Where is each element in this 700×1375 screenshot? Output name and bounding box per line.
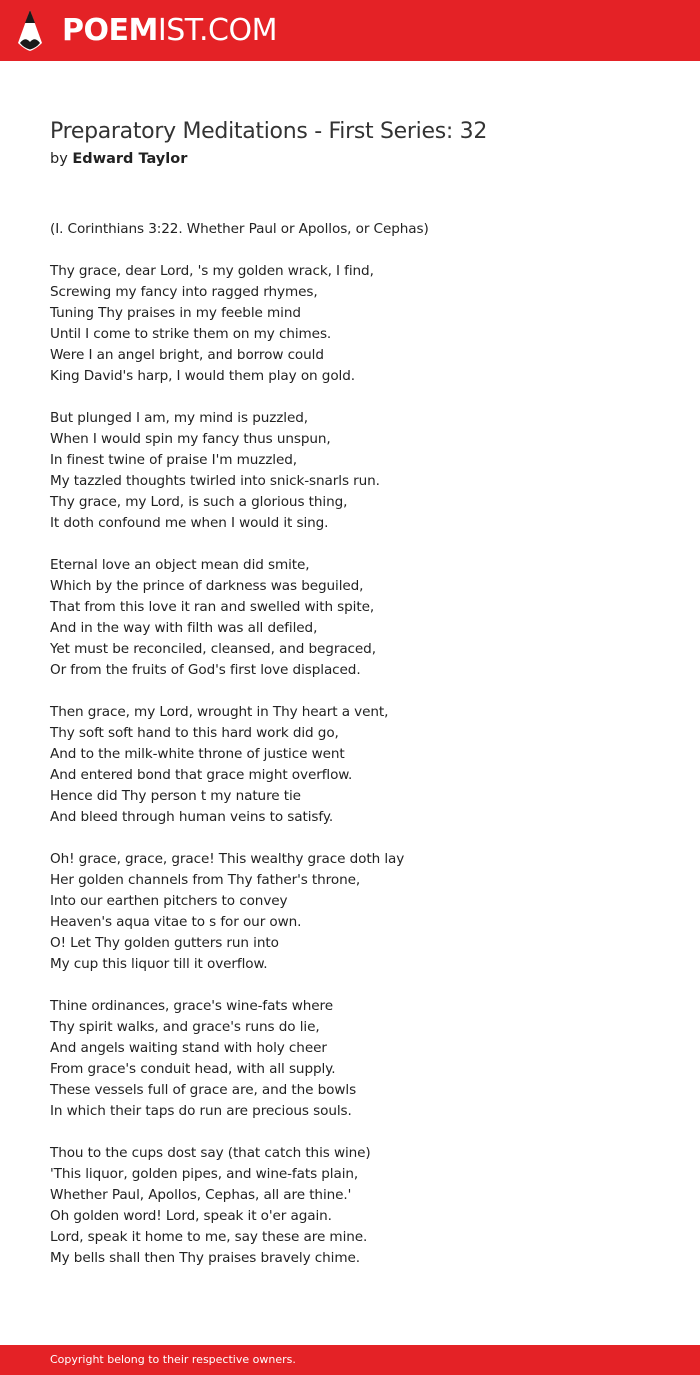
poem-line: And entered bond that grace might overflow. xyxy=(50,767,353,783)
poem-line: And angels waiting stand with holy cheer xyxy=(50,1040,327,1056)
poem-line: These vessels full of grace are, and the bowls xyxy=(50,1082,357,1098)
poem-line: Lord, speak it home to me, say these are mine. xyxy=(50,1229,368,1245)
stanza-gap xyxy=(50,240,670,261)
poem-line: When I would spin my fancy thus unspun, xyxy=(50,431,331,447)
poem-line: My bells shall then Thy praises bravely chime. xyxy=(50,1250,360,1266)
poem-line: Her golden channels from Thy father's throne, xyxy=(50,872,361,888)
poem-line: And bleed through human veins to satisfy. xyxy=(50,809,334,825)
copyright-notice: Copyright belong to their respective owners. xyxy=(50,1353,296,1366)
stanza xyxy=(50,849,670,975)
stanza-gap xyxy=(50,975,670,996)
stanza-gap xyxy=(50,828,670,849)
poem-line: Were I an angel bright, and borrow could xyxy=(50,347,324,363)
stanza-gap xyxy=(50,1122,670,1143)
poem-line: Oh golden word! Lord, speak it o'er again. xyxy=(50,1208,332,1224)
pencil-tip-icon[interactable] xyxy=(16,9,44,53)
poem-line: And to the milk-white throne of justice went xyxy=(50,746,345,762)
poem-line: Until I come to strike them on my chimes. xyxy=(50,326,332,342)
poem-line: Thy soft soft hand to this hard work did go, xyxy=(50,725,339,741)
poem-line: Heaven's aqua vitae to s for our own. xyxy=(50,914,302,930)
stanza-gap xyxy=(50,387,670,408)
poem-line: Thy grace, my Lord, is such a glorious thing, xyxy=(50,494,348,510)
poem-line: Hence did Thy person t my nature tie xyxy=(50,788,301,804)
stanza xyxy=(50,261,670,387)
poem-line: Thine ordinances, grace's wine-fats where xyxy=(50,998,333,1014)
poem-line: Which by the prince of darkness was beguiled, xyxy=(50,578,364,594)
poem-line: Oh! grace, grace, grace! This wealthy grace doth lay xyxy=(50,851,405,867)
poem-line: Whether Paul, Apollos, Cephas, all are thine.' xyxy=(50,1187,352,1203)
poem-line: From grace's conduit head, with all supply. xyxy=(50,1061,336,1077)
poem-line: King David's harp, I would them play on gold. xyxy=(50,368,355,384)
poem-line: Thy spirit walks, and grace's runs do lie, xyxy=(50,1019,320,1035)
stanza-gap xyxy=(50,681,670,702)
stanza xyxy=(50,996,670,1122)
poem-line: That from this love it ran and swelled with spite, xyxy=(50,599,375,615)
poem-line: Or from the fruits of God's first love displaced. xyxy=(50,662,361,678)
poem-body xyxy=(50,219,670,1269)
site-header xyxy=(0,0,700,61)
poem-line: Then grace, my Lord, wrought in Thy heart a vent, xyxy=(50,704,389,720)
poem-line: In finest twine of praise I'm muzzled, xyxy=(50,452,297,468)
poem-line: Yet must be reconciled, cleansed, and begraced, xyxy=(50,641,376,657)
poem-line: 'This liquor, golden pipes, and wine-fats plain, xyxy=(50,1166,359,1182)
stanza xyxy=(50,408,670,534)
stanza xyxy=(50,555,670,681)
poem-line: Tuning Thy praises in my feeble mind xyxy=(50,305,301,321)
logo-name-bold: POEM xyxy=(62,13,158,48)
author-name: Edward Taylor xyxy=(72,151,188,167)
poem-epigraph: (I. Corinthians 3:22. Whether Paul or Apollos, or Cephas) xyxy=(50,221,429,237)
poem-line: But plunged I am, my mind is puzzled, xyxy=(50,410,308,426)
by-label: by xyxy=(50,151,68,167)
poem-line: My cup this liquor till it overflow. xyxy=(50,956,268,972)
poem-line: Eternal love an object mean did smite, xyxy=(50,557,310,573)
poem-line: And in the way with filth was all defiled, xyxy=(50,620,318,636)
poem-line: Into our earthen pitchers to convey xyxy=(50,893,288,909)
poem-line: Thou to the cups dost say (that catch this wine) xyxy=(50,1145,371,1161)
poem-byline xyxy=(50,149,187,169)
site-logo[interactable] xyxy=(62,11,277,51)
stanza xyxy=(50,702,670,828)
stanza-gap xyxy=(50,534,670,555)
poem-line: It doth confound me when I would it sing. xyxy=(50,515,329,531)
poem-title: Preparatory Meditations - First Series: 32 xyxy=(50,119,488,144)
poem-line: In which their taps do run are precious souls. xyxy=(50,1103,352,1119)
stanza xyxy=(50,1143,670,1269)
poem-line: O! Let Thy golden gutters run into xyxy=(50,935,279,951)
logo-name-light: IST.COM xyxy=(157,13,277,48)
poem-line: Screwing my fancy into ragged rhymes, xyxy=(50,284,318,300)
poem-line: My tazzled thoughts twirled into snick-snarls run. xyxy=(50,473,380,489)
poem-line: Thy grace, dear Lord, 's my golden wrack, I find, xyxy=(50,263,374,279)
site-footer xyxy=(0,1345,700,1375)
